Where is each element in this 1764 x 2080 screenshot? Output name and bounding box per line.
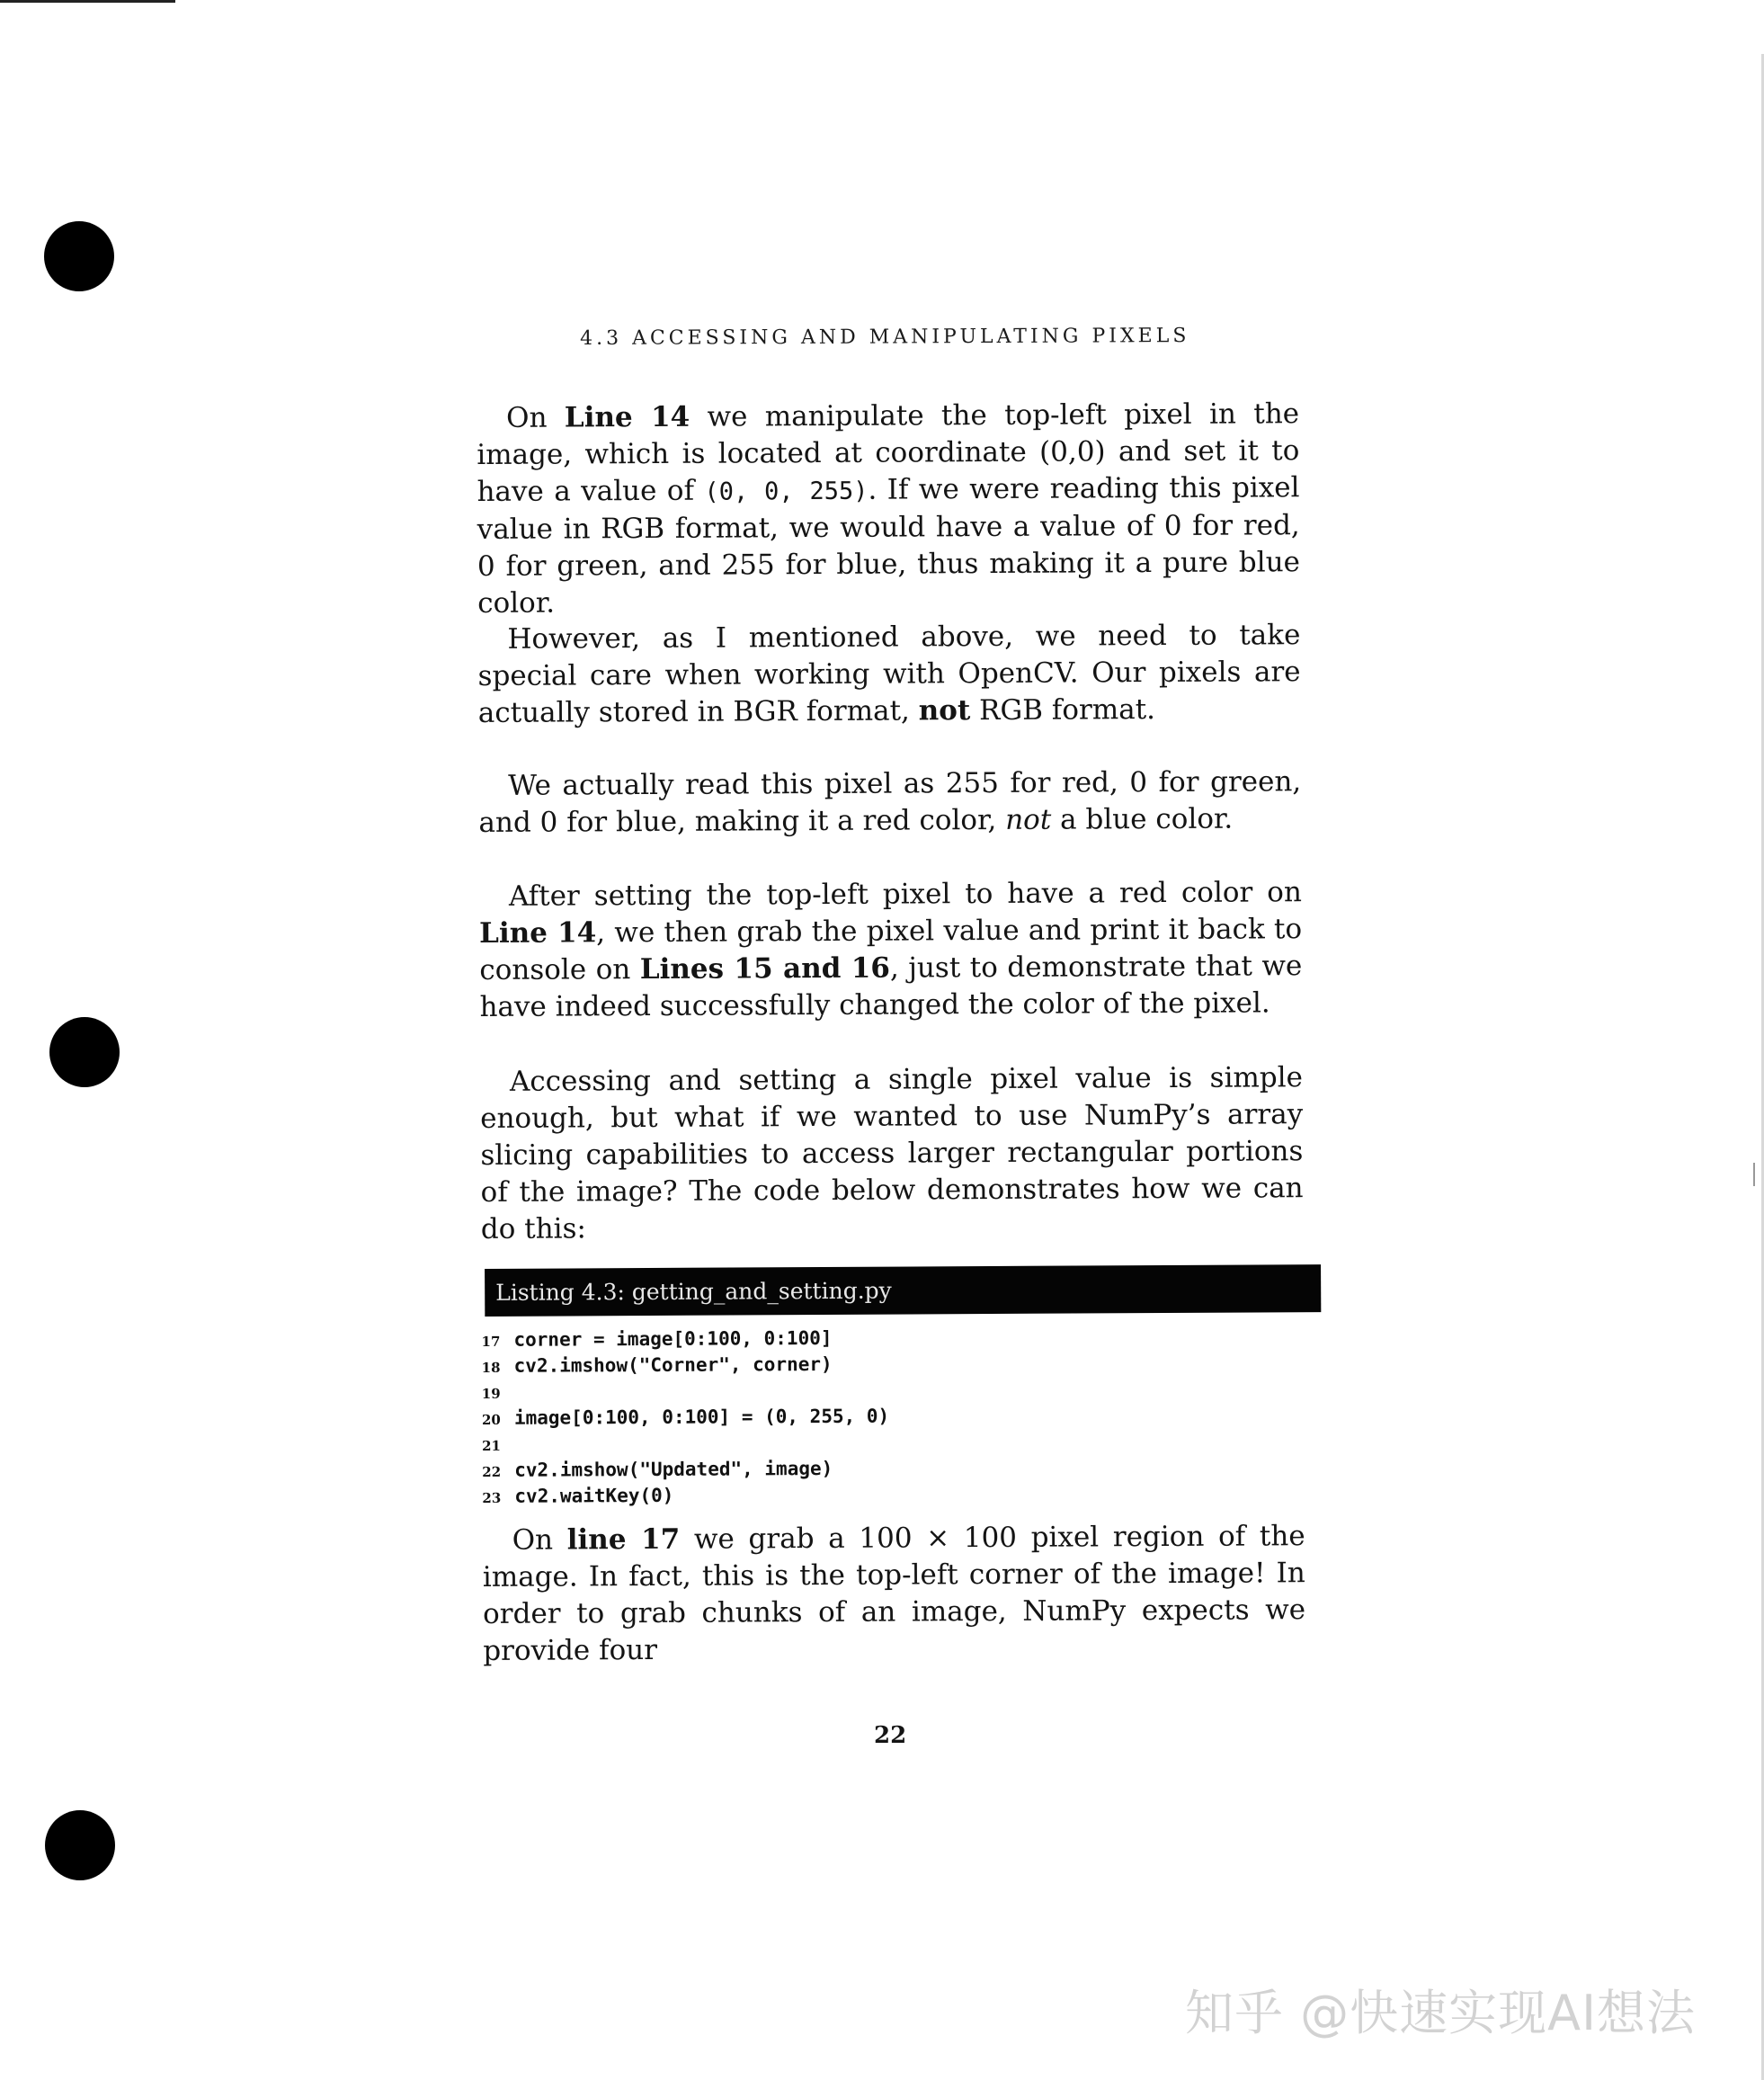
paragraph-1: On Line 14 we manipulate the top-left pixel in the image, which is located at coordinate (0,0) and set it to have a value of (0, 0, 255). If we were reading this pixel value in RGB format, we would have a value of 0 for red, 0 for green, and 255 for blue, thus making it a pure blue color. (477, 397, 1301, 620)
binder-hole-bottom (45, 1810, 115, 1880)
scan-edge-top (0, 0, 175, 3)
watermark: 知乎 @快速实现AI想法 (1185, 1985, 1697, 2041)
code-line: 21 (482, 1437, 502, 1454)
binder-hole-top (44, 221, 114, 291)
code-line: 19 (481, 1385, 501, 1402)
code-line: 17 corner = image[0:100, 0:100] (481, 1326, 833, 1351)
code-line: 20 image[0:100, 0:100] = (0, 255, 0) (481, 1405, 890, 1429)
listing-title: Listing 4.3: getting_and_setting.py (485, 1264, 1321, 1317)
paragraph-4: After setting the top-left pixel to have a red color on Line 14, we then grab the pixel value and print it back to console on Lines 15 and 16, just to demonstrate that we have indeed successfully changed the color of the pixel. (479, 876, 1303, 1023)
page-content (477, 396, 1326, 1667)
page-number: 22 (874, 1722, 907, 1749)
code-line: 22 cv2.imshow("Updated", image) (482, 1457, 833, 1481)
binder-hole-middle (49, 1017, 120, 1087)
code-line: 23 cv2.waitKey(0) (482, 1484, 674, 1507)
running-head: 4.3 ACCESSING AND MANIPULATING PIXELS (580, 325, 1190, 350)
code-listing (481, 1325, 1308, 1507)
paragraph-6: On line 17 we grab a 100 × 100 pixel region of the image. In fact, this is the top-left corner of the image! In order to grab chunks of an image, NumPy expects we provide four (482, 1520, 1306, 1667)
paragraph-3: We actually read this pixel as 255 for red, 0 for green, and 0 for blue, making it a red color, not a blue color. (478, 765, 1302, 839)
paragraph-2: However, as I mentioned above, we need to take special care when working with OpenCV. Our pixels are actually stored in BGR format, not RGB format. (477, 619, 1301, 729)
margin-mark (1753, 1163, 1755, 1186)
code-line: 18 cv2.imshow("Corner", corner) (481, 1352, 833, 1377)
paragraph-5: Accessing and setting a single pixel value is simple enough, but what if we wanted to use NumPy’s array slicing capabilities to access larger rectangular portions of the image? The code below demonstrates how we can do this: (480, 1061, 1304, 1245)
